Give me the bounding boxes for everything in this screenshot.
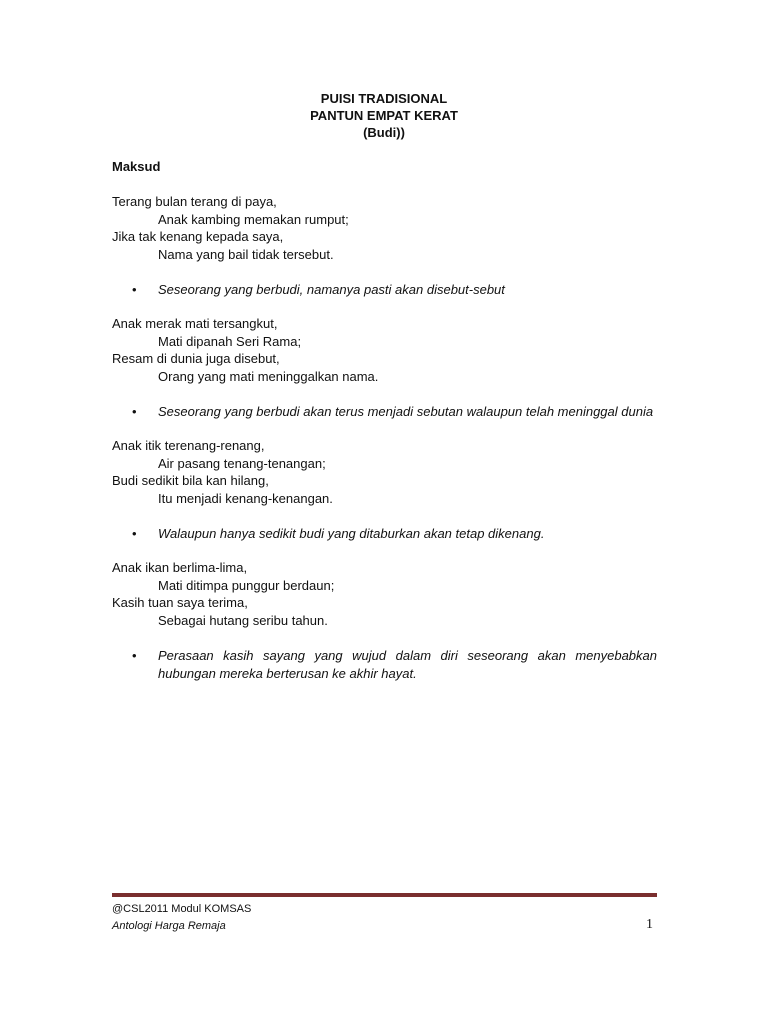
document-title [0,90,768,141]
stanza-meaning-3 [132,525,657,543]
stanza-line: Terang bulan terang di paya, [112,194,277,209]
meaning-text: Seseorang yang berbudi, namanya pasti akan disebut-sebut [158,282,505,297]
bullet-icon: • [132,282,137,297]
stanza-line: Sebagai hutang seribu tahun. [158,612,328,628]
footer [112,901,251,935]
pantun-stanza-2 [112,315,672,385]
stanza-line: Nama yang bail tidak tersebut. [158,246,334,262]
stanza-line: Anak itik terenang-renang, [112,438,265,453]
stanza-line: Budi sedikit bila kan hilang, [112,473,269,488]
stanza-meaning-4 [132,647,657,682]
stanza-line: Air pasang tenang-tenangan; [158,455,326,471]
footer-line-1: @CSL2011 Modul KOMSAS [112,903,252,915]
stanza-meaning-2 [132,403,657,421]
stanza-line: Anak kambing memakan rumput; [158,211,349,227]
meaning-text: Seseorang yang berbudi akan terus menjadi sebutan walaupun telah meninggal dunia [158,404,654,419]
meaning-text: Perasaan kasih sayang yang wujud dalam diri seseorang akan menyebabkan hubungan mereka berterusan ke akhir hayat. [158,648,657,681]
stanza-line: Jika tak kenang kepada saya, [112,229,284,244]
title-line-1: PUISI TRADISIONAL [320,91,448,106]
footer-rule [112,893,657,897]
section-heading: Maksud [112,159,161,174]
stanza-line: Anak merak mati tersangkut, [112,316,278,331]
stanza-line: Orang yang mati meninggalkan nama. [158,368,379,384]
stanza-meaning-1 [132,281,657,299]
pantun-stanza-3 [112,437,672,507]
bullet-icon: • [132,526,137,541]
stanza-line: Itu menjadi kenang-kenangan. [158,490,333,506]
title-line-2: PANTUN EMPAT KERAT [310,108,458,123]
stanza-line: Mati dipanah Seri Rama; [158,333,302,349]
pantun-stanza-1 [112,193,672,263]
bullet-icon: • [132,404,137,419]
meaning-text: Walaupun hanya sedikit budi yang ditaburkan akan tetap dikenang. [158,526,545,541]
stanza-line: Resam di dunia juga disebut, [112,351,280,366]
bullet-icon: • [132,648,137,663]
stanza-line: Kasih tuan saya terima, [112,595,248,610]
title-line-3: (Budi)) [363,125,405,140]
footer-line-2: Antologi Harga Remaja [112,920,226,932]
page-number: 1 [646,917,653,932]
stanza-line: Mati ditimpa punggur berdaun; [158,577,335,593]
stanza-line: Anak ikan berlima-lima, [112,560,248,575]
pantun-stanza-4 [112,559,672,629]
